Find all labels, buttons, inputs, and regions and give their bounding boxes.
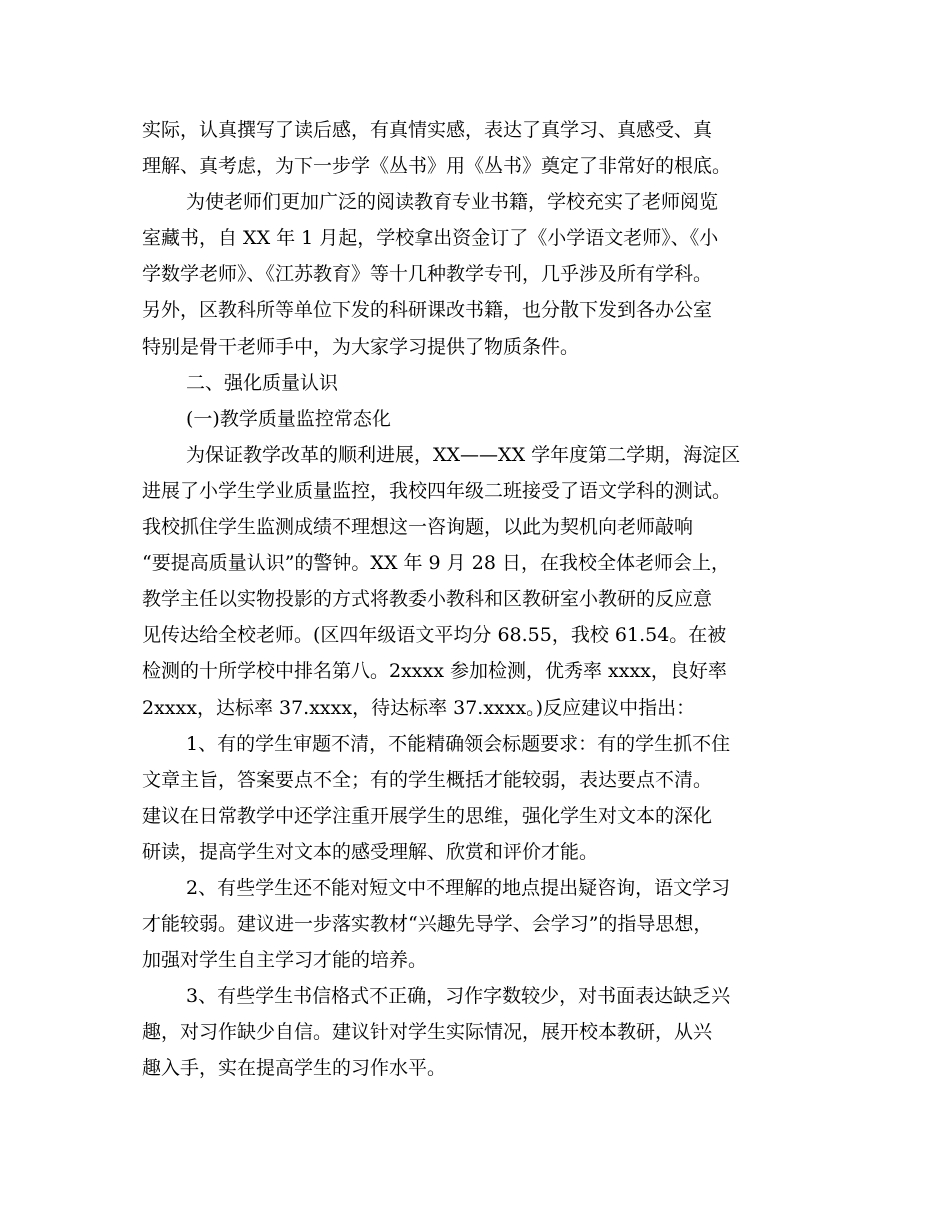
text-line: 我校抓住学生监测成绩不理想这一咨询题，以此为契机向老师敲响: [142, 516, 694, 539]
text-line: 特别是骨干老师手中，为大家学习提供了物质条件。: [142, 335, 580, 358]
text-line: 室藏书，自 XX 年 1 月起，学校拿出资金订了《小学语文老师》、《小: [142, 227, 719, 250]
section-heading: 二、强化质量认识: [186, 371, 339, 394]
list-item-start-line: 1、有的学生审题不清，不能精确领会标题要求：有的学生抓不住: [186, 732, 731, 755]
text-line: 才能较弱。建议进一步落实教材“兴趣先导学、会学习”的指导思想，: [142, 913, 713, 936]
text-line: 见传达给全校老师。(区四年级语文平均分 68.55，我校 61.54。在被: [142, 624, 727, 647]
text-line: “要提高质量认识”的警钟。XX 年 9 月 28 日，在我校全体老师会上，: [142, 552, 730, 575]
text-line: 理解、真考虑，为下一步学《丛书》用《丛书》奠定了非常好的根底。: [142, 155, 732, 178]
text-line: 2xxxx，达标率 37.xxxx，待达标率 37.xxxx。)反应建议中指出：: [142, 696, 696, 719]
paragraph-start-line: 为使老师们更加广泛的阅读教育专业书籍，学校充实了老师阅览: [186, 191, 719, 214]
text-line: 另外，区教科所等单位下发的科研课改书籍，也分散下发到各办公室: [142, 299, 713, 322]
text-line: 研读，提高学生对文本的感受理解、欣赏和评价才能。: [142, 840, 599, 863]
text-line: 趣入手，实在提高学生的习作水平。: [142, 1057, 447, 1080]
paragraph-start-line: 为保证教学改革的顺利进展，XX——XX 学年度第二学期，海淀区: [186, 443, 741, 466]
text-line: 学数学老师》、《江苏教育》等十几种教学专刊，几乎涉及所有学科。: [142, 263, 713, 286]
text-line: 文章主旨，答案要点不全；有的学生概括才能较弱，表达要点不清。: [142, 768, 713, 791]
list-item-start-line: 2、有些学生还不能对短文中不理解的地点提出疑咨询，语文学习: [186, 876, 731, 899]
document-body: [142, 112, 832, 1087]
text-line: 实际，认真撰写了读后感，有真情实感，表达了真学习、真感受、真: [142, 119, 713, 141]
text-line: 建议在日常教学中还学注重开展学生的思维，强化学生对文本的深化: [142, 804, 713, 827]
text-line: 教学主任以实物投影的方式将教委小教科和区教研室小教研的反应意: [142, 588, 713, 611]
text-line: 趣，对习作缺少自信。建议针对学生实际情况，展开校本教研，从兴: [142, 1021, 713, 1044]
text-line: 进展了小学生学业质量监控，我校四年级二班接受了语文学科的测试。: [142, 479, 732, 502]
text-line: 加强对学生自主学习才能的培养。: [142, 949, 428, 972]
subsection-heading: (一)教学质量监控常态化: [186, 407, 391, 430]
text-line: 检测的十所学校中排名第八。2xxxx 参加检测，优秀率 xxxx，良好率: [142, 660, 727, 683]
list-item-start-line: 3、有些学生书信格式不正确，习作字数较少，对书面表达缺乏兴: [186, 985, 731, 1008]
